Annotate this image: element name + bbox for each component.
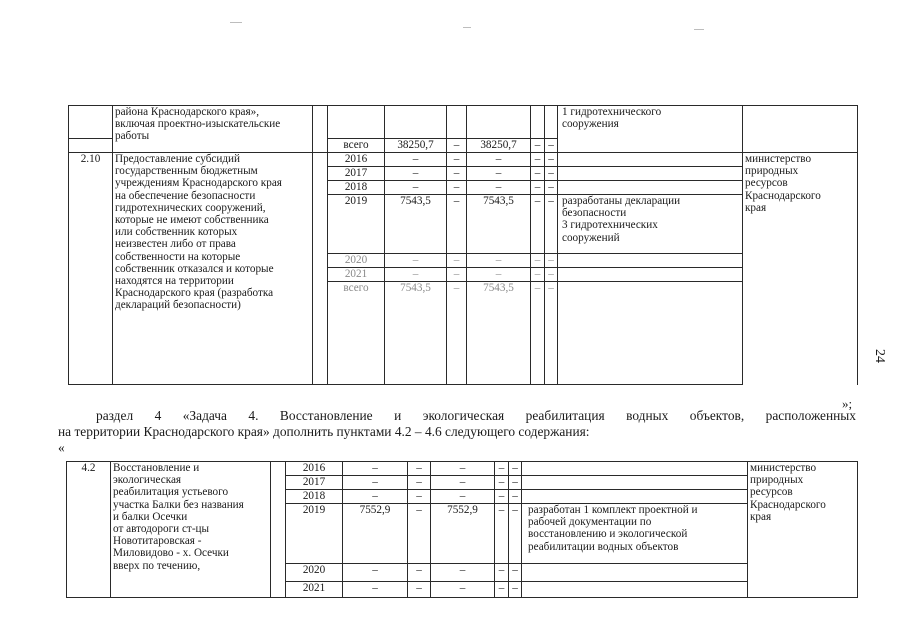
item-result: разработан 1 комплект проектной и рабочей документации по восстановлению и экологической реабилитации водных объектов — [522, 504, 748, 564]
amendment-paragraph-line2: на территории Краснодарского края» дополнить пунктами 4.2 – 4.6 следующего содержания: — [58, 424, 590, 439]
item-description: Восстановление и экологическая реабилитация устьевого участка Балки без названия и балки Осечки от автодороги ст-цы Новотитаровская - Миловидово - х. Осечки вверх по течению, — [111, 462, 271, 598]
table-row: 2018 – – – – – — [67, 490, 858, 504]
page-number: 24 — [872, 349, 887, 363]
continuation-total-row: всего 38250,7 – 38250,7 – – — [69, 139, 858, 153]
program-table-new — [66, 461, 858, 598]
table-row: 2018 – – – – – — [69, 181, 858, 195]
table-row: 2019 7552,9 – 7552,9 – – разработан 1 комплект проектной и рабочей документации по восстановлению и экологической реабилитации водных объектов — [67, 504, 858, 564]
item-result: разработаны декларации безопасности 3 гидротехнических сооружений — [558, 195, 743, 254]
program-table-continued — [68, 105, 858, 385]
table-row: 2021 – – – – – — [67, 582, 858, 598]
continued-result: 1 гидротехнического сооружения — [558, 106, 743, 153]
item-executor: министерство природных ресурсов Краснодарского края — [743, 153, 858, 385]
table-row: 2019 7543,5 – 7543,5 – – разработаны декларации безопасности 3 гидротехнических сооружений — [69, 195, 858, 254]
table-row: 2020 – – – – – — [67, 564, 858, 582]
table-row: 4.2 Восстановление и экологическая реабилитация устьевого участка Балки без названия и балки Осечки от автодороги ст-цы Новотитаровская - Миловидово - х. Осечки вверх по течению, 2016 – – – – – министерство природных ресурсов Краснодарского края — [67, 462, 858, 476]
table-row: 2017 – – – – – — [69, 167, 858, 181]
item-number: 4.2 — [67, 462, 111, 598]
table-row: 2017 – – – – – — [67, 476, 858, 490]
table-row-total: всего 7543,5 – 7543,5 – – — [69, 282, 858, 385]
opening-quote: « — [58, 440, 65, 455]
table-row: 2021 – – – – – — [69, 268, 858, 282]
scan-mark — [694, 29, 704, 30]
item-executor: министерство природных ресурсов Краснодарского края — [748, 462, 858, 598]
table-row: 2020 – – – – – — [69, 254, 858, 268]
item-number-cell — [69, 106, 113, 139]
item-number: 2.10 — [69, 153, 113, 385]
closing-quote: »; — [842, 396, 853, 411]
continuation-row — [69, 106, 858, 139]
item-description: Предоставление субсидий государственным бюджетным учреждениям Краснодарского края на обеспечение безопасности гидротехнических сооружений, которые не имеют собственника или собственник которых неизвестен либо от права собственности на которые собственник отказался и которые находятся на территории Краснодарского края (разработка деклараций безопасности) — [113, 153, 313, 385]
scan-mark — [463, 27, 471, 28]
continued-description: района Краснодарского края», включая проектно-изыскательские работы — [113, 106, 313, 153]
amendment-paragraph-line1: раздел 4 «Задача 4. Восстановление и экологическая реабилитация водных объектов, расположенных — [96, 408, 856, 423]
scan-mark — [230, 22, 242, 23]
table-row: 2.10 Предоставление субсидий государственным бюджетным учреждениям Краснодарского края на обеспечение безопасности гидротехнических сооружений, которые не имеют собственника или собственник которых неизвестен либо от права собственности на которые собственник отказался и которые находятся на территории Краснодарского края (разработка деклараций безопасности) 2016 – – – – – министерство природных ресурсов Краснодарского края — [69, 153, 858, 167]
